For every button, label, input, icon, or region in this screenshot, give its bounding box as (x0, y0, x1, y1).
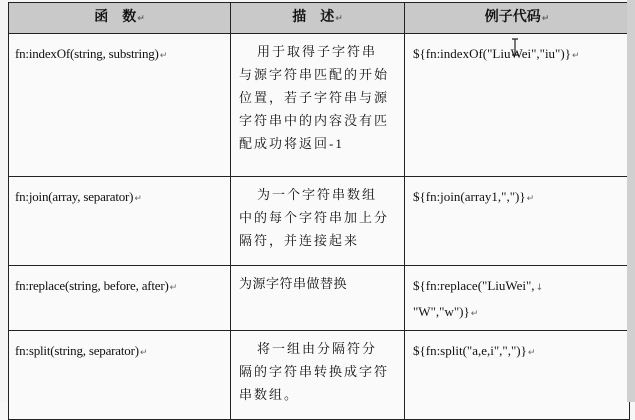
text-cursor-icon (510, 38, 520, 56)
example-cell: ${fn:join(array1,",")}↵ (405, 177, 630, 266)
function-cell: fn:join(array, separator)↵ (9, 177, 231, 266)
function-cell: fn:indexOf(string, substring)↵ (9, 34, 231, 177)
functions-table (8, 2, 630, 420)
description-cell: 为源字符串做替换 (231, 266, 405, 331)
window-edge (627, 0, 635, 402)
example-cell: ${fn:split("a,e,i",",")}↵ (405, 331, 630, 420)
table-row (9, 266, 630, 331)
header-description: 描 述↵ (231, 3, 405, 34)
description-cell: 将一组由分隔符分隔的字符串转换成字符串数组。 (231, 331, 405, 420)
header-function: 函 数↵ (9, 3, 231, 34)
header-example: 例子代码↵ (405, 3, 630, 34)
description-cell: 用于取得子字符串与源字符串匹配的开始位置，若子字符串与源字符串中的内容没有匹配成功将返回-1 (231, 34, 405, 177)
description-cell: 为一个字符串数组中的每个字符串加上分隔符，并连接起来 (231, 177, 405, 266)
function-cell: fn:replace(string, before, after)↵ (9, 266, 231, 331)
example-cell: ${fn:indexOf("LiuWei","iu")}↵ (405, 34, 630, 177)
example-cell: ${fn:replace("LiuWei",↓ "W","w")}↵ (405, 266, 630, 331)
table-row (9, 177, 630, 266)
table-header-row (9, 3, 630, 34)
table-row (9, 331, 630, 420)
function-cell: fn:split(string, separator)↵ (9, 331, 231, 420)
table-row (9, 34, 630, 177)
